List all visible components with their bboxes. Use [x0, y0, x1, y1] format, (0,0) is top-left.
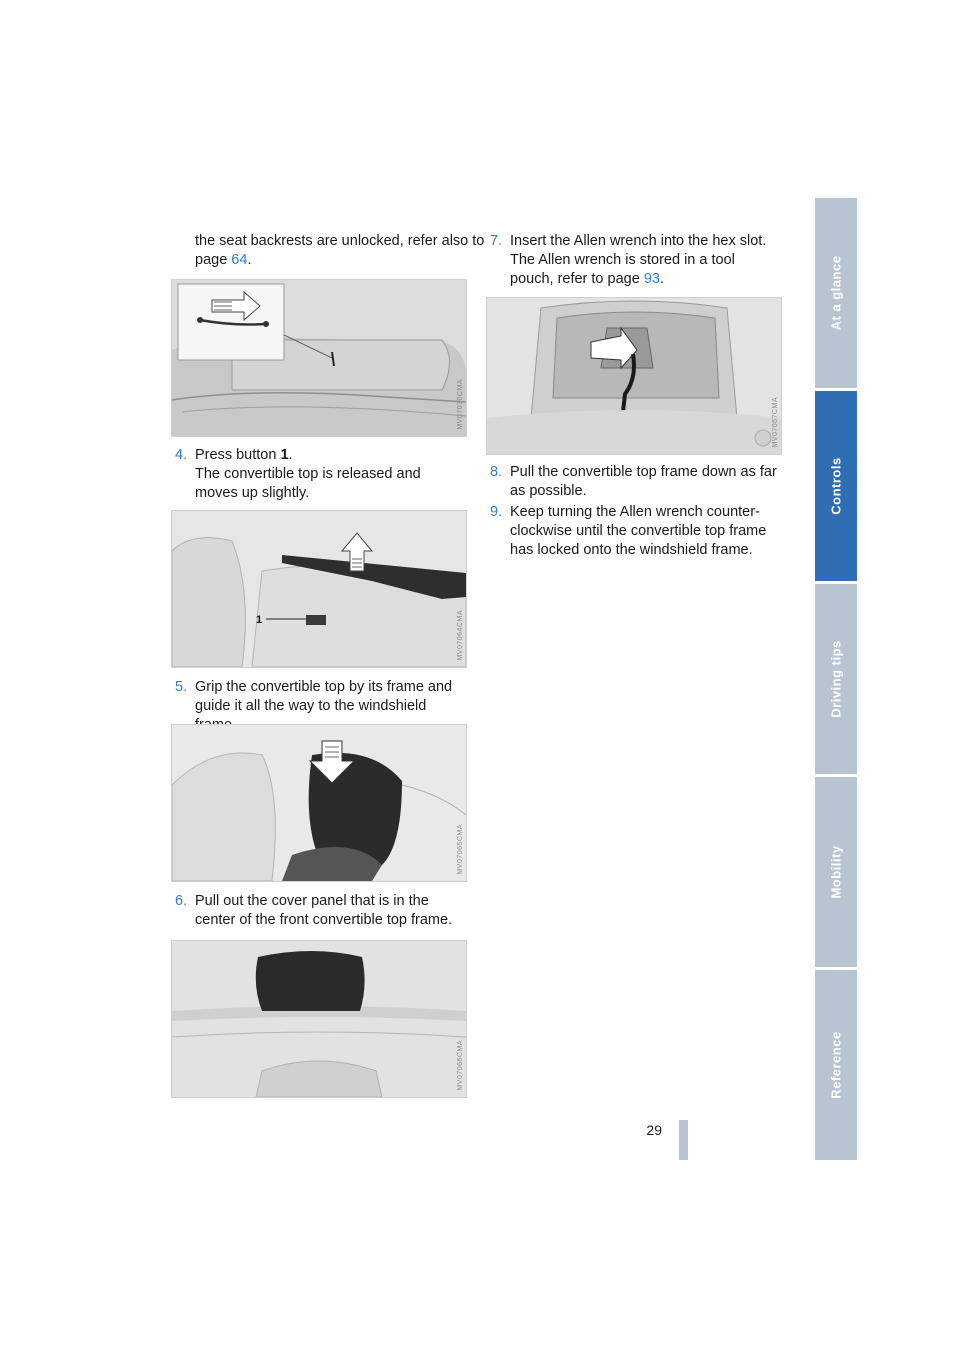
- figure-allen-wrench: [486, 297, 782, 455]
- page-number: 29: [646, 1122, 662, 1138]
- seat-backrest-illustration: [172, 280, 466, 436]
- step-4: 4. Press button 1. The convertible top is released and moves up slightly.: [175, 447, 421, 501]
- tab-driving-tips[interactable]: Driving tips: [815, 584, 857, 774]
- page-link-93[interactable]: 93: [643, 271, 660, 287]
- step-6: 6. Pull out the cover panel that is in the center of the front convertible top frame.: [175, 893, 453, 928]
- tab-controls[interactable]: Controls: [815, 391, 857, 581]
- step-5: 5. Grip the convertible top by its frame and guide it all the way to the windshield: [175, 678, 465, 735]
- figure-code: MV07070CMA: [457, 379, 464, 430]
- figure-code: MV07066CMA: [457, 1040, 464, 1091]
- tab-mobility[interactable]: Mobility: [815, 777, 857, 967]
- cover-panel-illustration: [172, 941, 466, 1097]
- section-sidebar: [815, 198, 857, 1160]
- figure-code: MV07064CMA: [457, 610, 464, 661]
- step-number: 4.: [175, 447, 188, 463]
- figure-code: MV07065CMA: [457, 824, 464, 875]
- step-number: 6.: [175, 893, 188, 909]
- page-link-64[interactable]: 64: [231, 252, 248, 268]
- windshield-frame-illustration: [172, 725, 466, 881]
- figure-convertible-top-button: [171, 510, 467, 668]
- figure-guide-top-to-windshield: [171, 724, 467, 882]
- figure-code: MV07067CMA: [772, 397, 779, 448]
- tab-reference[interactable]: Reference: [815, 970, 857, 1160]
- callout-label: 1: [256, 614, 263, 626]
- figure-cover-panel: [171, 940, 467, 1098]
- step-number: 5.: [175, 679, 188, 695]
- page-number-bar: [679, 1120, 688, 1160]
- step-number: 8.: [490, 464, 503, 480]
- tab-at-a-glance[interactable]: At a glance: [815, 198, 857, 388]
- step-7: 7. Insert the Allen wrench into the hex slot. The Allen wrench is stored in a tool pouch, refer to page 93.: [490, 233, 767, 287]
- step-number: 7.: [490, 233, 503, 249]
- allen-wrench-illustration: [487, 298, 781, 454]
- intro-text: the seat backrests are unlocked, refer also to page 64.: [195, 233, 485, 268]
- step-number: 9.: [490, 504, 503, 520]
- figure-seat-backrest-unlock: [171, 279, 467, 437]
- step-8: 8. Pull the convertible top frame down as far as possible.: [490, 464, 777, 499]
- button-1-illustration: [172, 511, 466, 667]
- step-9: 9. Keep turning the Allen wrench counter-clockwise until the convertible top frame has locked onto the windshield frame.: [490, 504, 767, 558]
